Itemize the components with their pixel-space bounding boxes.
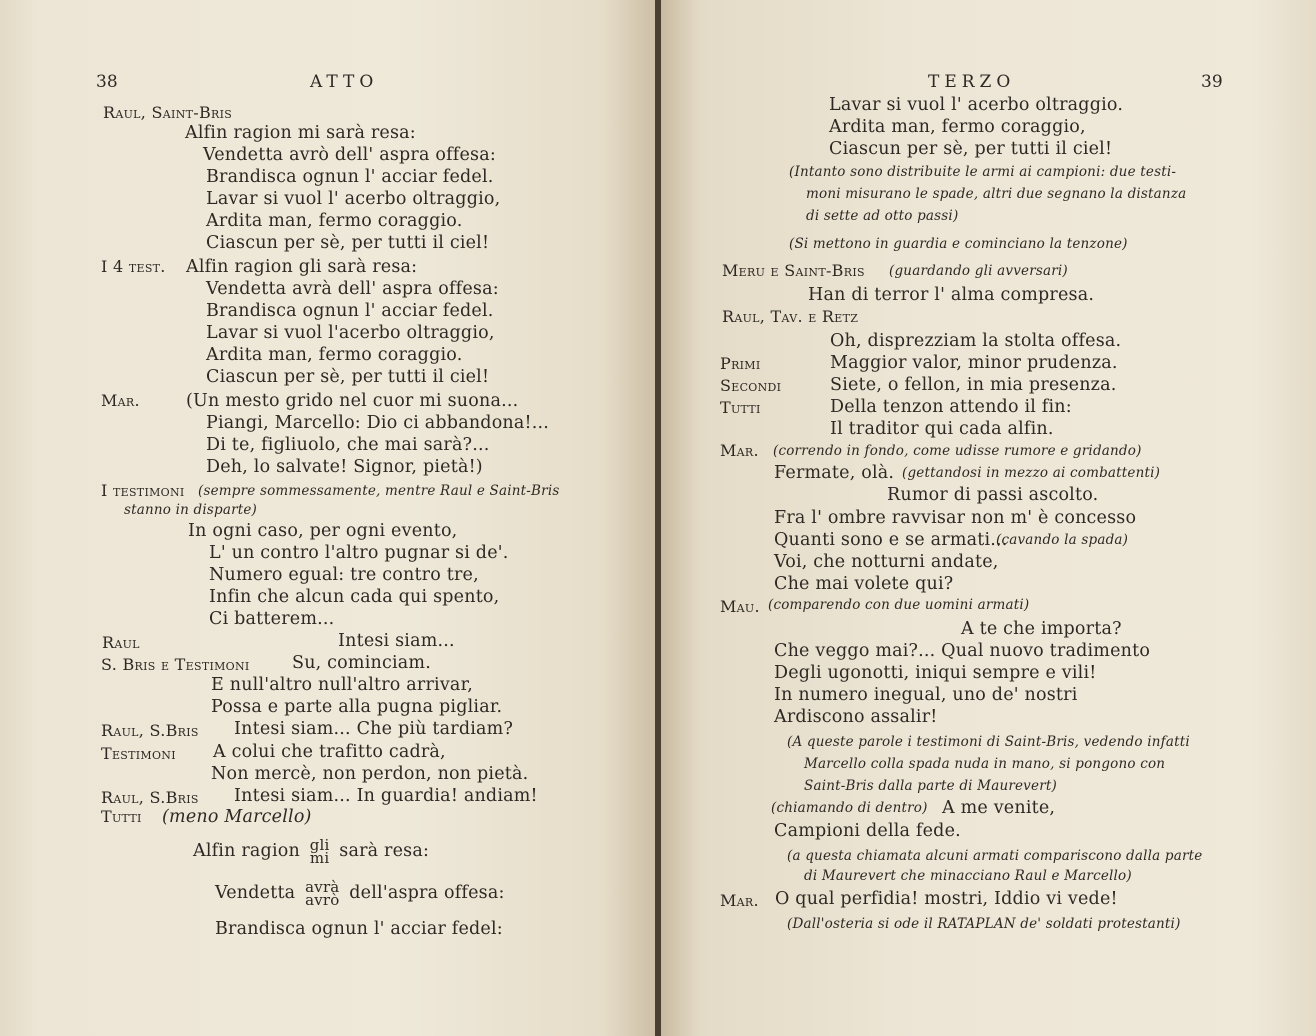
page-number-right: 39 [1201,72,1223,92]
verse-line: Di te, figliuolo, che mai sarà?... [206,435,490,455]
verse-line: Ardita man, fermo coraggio, [829,117,1086,137]
stage-direction: Marcello colla spada nuda in mano, si pongono con [804,756,1166,772]
speaker: Mar. [720,891,759,910]
verse-line: Su, cominciam. [292,653,431,673]
running-header-right: TERZO [928,72,1016,92]
verse-line: Vendetta avrà dell' aspra offesa: [206,279,499,299]
verse-line: Possa e parte alla pugna pigliar. [211,697,503,717]
verse-line: O qual perfidia! mostri, Iddio vi vede! [775,889,1118,909]
variant-stack [305,877,340,909]
verse-line: Il traditor qui cada alfin. [830,419,1054,439]
stage-direction: (cavando la spada) [996,532,1129,548]
speaker: I testimoni [101,481,185,500]
verse-line: Fermate, olà. [774,463,895,483]
page-number-left: 38 [96,72,118,92]
speaker: Mar. [101,391,140,410]
verse-line: Ardiscono assalir! [774,707,938,727]
verse-line: Han di terror l' alma compresa. [808,285,1095,305]
stage-direction: di Maurevert che minacciano Raul e Marcello) [804,868,1132,884]
verse-line: Degli ugonotti, iniqui sempre e vili! [774,663,1097,683]
speaker: Raul, Saint-Bris [103,103,233,122]
verse-line: Brandisca ognun l' acciar fedel: [215,919,503,939]
verse-fragment: dell'aspra offesa: [349,883,505,903]
verse-line: Che veggo mai?... Qual nuovo tradimento [774,641,1151,661]
speaker: Mau. [720,597,760,616]
speaker: Mar. [720,441,759,460]
verse-line: Voi, che notturni andate, [774,552,999,572]
stage-direction: (sempre sommessamente, mentre Raul e Saint-Bris [198,483,560,499]
verse-line: Maggior valor, minor prudenza. [830,353,1118,373]
verse-line: (Un mesto grido nel cuor mi suona... [186,391,519,411]
variant-stack [309,835,330,867]
verse-fragment: Vendetta [215,883,296,903]
speaker: Meru e Saint-Bris [722,261,865,280]
speaker: Tutti [101,807,142,826]
verse-line: Ardita man, fermo coraggio. [206,345,463,365]
stage-direction: (a questa chiamata alcuni armati compariscono dalla parte [787,848,1203,864]
stage-direction: (Intanto sono distribuite le armi ai campioni: due testi- [789,164,1177,180]
stage-direction: (meno Marcello) [162,807,312,827]
verse-line: Che mai volete qui? [774,574,954,594]
verse-line: Quanti sono e se armati... [774,530,1008,550]
verse-line: Alfin ragion gli sarà resa: [186,257,418,277]
speaker: Primi [720,354,761,373]
verse-line: Oh, disprezziam la stolta offesa. [830,331,1122,351]
speaker: Testimoni [101,744,176,763]
verse-line: E null'altro null'altro arrivar, [211,675,473,695]
stage-direction: (gettandosi in mezzo ai combattenti) [902,465,1161,481]
right-page [661,0,1316,1036]
stage-direction: (correndo in fondo, come udisse rumore e gridando) [773,443,1142,459]
verse-line: Alfin ragion mi sarà resa: [185,123,416,143]
verse-line: Della tenzon attendo il fin: [830,397,1072,417]
speaker: I 4 test. [101,257,166,276]
left-page [0,0,655,1036]
verse-line: Ciascun per sè, per tutti il ciel! [206,233,490,253]
stage-direction: (chiamando di dentro) [771,800,928,816]
verse-line-variant [215,878,505,908]
variant-lower: avrò [305,890,340,909]
stage-direction: (guardando gli avversari) [889,263,1068,279]
verse-line: Lavar si vuol l' acerbo oltraggio. [829,95,1124,115]
stage-direction: (Dall'osteria si ode il RATAPLAN de' soldati protestanti) [787,916,1181,932]
verse-line: Ardita man, fermo coraggio. [206,211,463,231]
verse-line: Intesi siam... Che più tardiam? [234,719,514,739]
verse-line: Ci batterem... [209,609,335,629]
variant-upper: gli [309,835,330,854]
verse-line: Piangi, Marcello: Dio ci abbandona!... [206,413,550,433]
verse-line: Non mercè, non perdon, non pietà. [211,764,529,784]
verse-line: In numero inegual, uno de' nostri [774,685,1078,705]
verse-line: Brandisca ognun l' acciar fedel. [206,167,494,187]
variant-lower: mi [309,848,330,867]
speaker: Raul, Tav. e Retz [722,307,859,326]
verse-line: Brandisca ognun l' acciar fedel. [206,301,494,321]
verse-line-variant [193,836,429,866]
verse-fragment: sarà resa: [339,841,430,861]
verse-line: Campioni della fede. [774,821,961,841]
verse-line: Lavar si vuol l'acerbo oltraggio, [206,323,495,343]
verse-line: L' un contro l'altro pugnar si de'. [209,543,509,563]
stage-direction: (A queste parole i testimoni di Saint-Bris, vedendo infatti [787,734,1190,750]
verse-line: Lavar si vuol l' acerbo oltraggio, [206,189,501,209]
verse-line: Intesi siam... In guardia! andiam! [234,786,538,806]
verse-line: Vendetta avrò dell' aspra offesa: [203,145,496,165]
verse-line: A te che importa? [961,619,1122,639]
speaker: Raul, S.Bris [101,788,199,807]
verse-fragment: Alfin ragion [193,841,300,861]
verse-line: A me venite, [942,798,1056,818]
running-header-left: ATTO [310,72,379,92]
verse-line: Ciascun per sè, per tutti il ciel! [829,139,1113,159]
speaker: Secondi [720,376,782,395]
stage-direction: moni misurano le spade, altri due segnano la distanza [806,186,1187,202]
speaker: S. Bris e Testimoni [101,655,250,674]
variant-upper: avrà [305,877,340,896]
speaker: Raul [102,633,140,652]
verse-line: Infin che alcun cada qui spento, [209,587,500,607]
verse-line: Fra l' ombre ravvisar non m' è concesso [774,508,1137,528]
stage-direction: (comparendo con due uomini armati) [768,597,1030,613]
stage-direction: (Si mettono in guardia e cominciano la tenzone) [789,236,1128,252]
verse-line: Intesi siam... [338,631,455,651]
verse-line: Deh, lo salvate! Signor, pietà!) [206,457,483,477]
stage-direction: stanno in disparte) [124,502,258,518]
verse-line: Siete, o fellon, in mia presenza. [830,375,1117,395]
verse-line: Ciascun per sè, per tutti il ciel! [206,367,490,387]
verse-line: A colui che trafitto cadrà, [213,742,446,762]
speaker: Tutti [720,398,761,417]
verse-line: Rumor di passi ascolto. [887,485,1099,505]
stage-direction: di sette ad otto passi) [806,208,959,224]
verse-line: In ogni caso, per ogni evento, [188,521,458,541]
verse-line: Numero egual: tre contro tre, [209,565,479,585]
speaker: Raul, S.Bris [101,721,199,740]
stage-direction: Saint-Bris dalla parte di Maurevert) [804,778,1057,794]
